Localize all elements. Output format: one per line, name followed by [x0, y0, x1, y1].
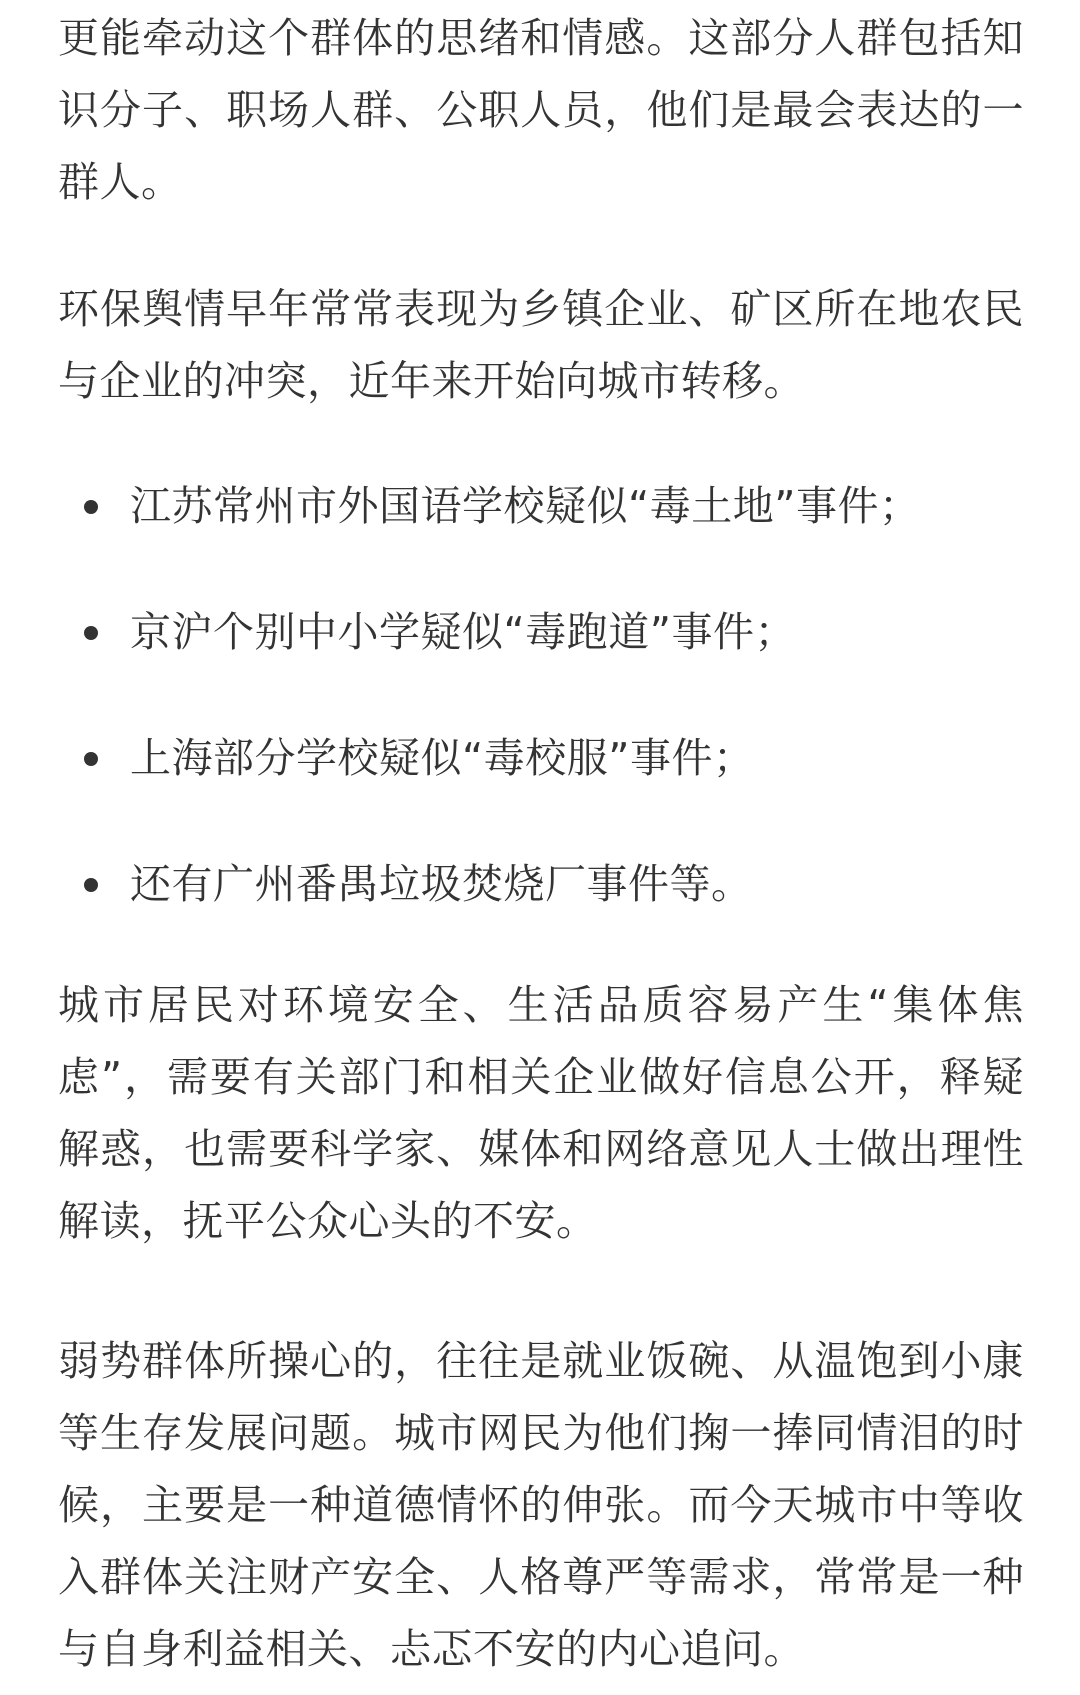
paragraph-urban-anxiety: 城市居民对环境安全、生活品质容易产生“集体焦虑”，需要有关部门和相关企业做好信息公开，释疑解惑，也需要科学家、媒体和网络意见人士做出理性解读，抚平公众心头的不安。 — [58, 981, 1024, 1245]
bullet-dot-icon — [84, 752, 98, 766]
bullet-dot-icon — [84, 626, 98, 640]
list-item-text: 上海部分学校疑似“毒校服”事件； — [130, 734, 755, 782]
list-item — [58, 848, 1024, 974]
paragraph-intro: 更能牵动这个群体的思绪和情感。这部分人群包括知识分子、职场人群、公职人员，他们是最会表达的一群人。 — [58, 14, 1024, 206]
list-item — [58, 722, 1024, 848]
list-item — [58, 596, 1024, 722]
paragraph-middle-class: 弱势群体所操心的，往往是就业饭碗、从温饱到小康等生存发展问题。城市网民为他们掬一捧同情泪的时候，主要是一种道德情怀的伸张。而今天城市中等收入群体关注财产安全、人格尊严等需求，常常是一种与自身利益相关、忐忑不安的内心追问。 — [58, 1337, 1024, 1673]
list-item-text: 还有广州番禺垃圾焚烧厂事件等。 — [130, 860, 753, 908]
event-list — [58, 470, 1024, 974]
paragraph-environment: 环保舆情早年常常表现为乡镇企业、矿区所在地农民与企业的冲突，近年来开始向城市转移。 — [58, 285, 1024, 405]
list-item — [58, 470, 1024, 596]
list-item-text: 京沪个别中小学疑似“毒跑道”事件； — [130, 608, 796, 656]
list-item-text: 江苏常州市外国语学校疑似“毒土地”事件； — [130, 482, 921, 530]
bullet-dot-icon — [84, 500, 98, 514]
bullet-dot-icon — [84, 878, 98, 892]
